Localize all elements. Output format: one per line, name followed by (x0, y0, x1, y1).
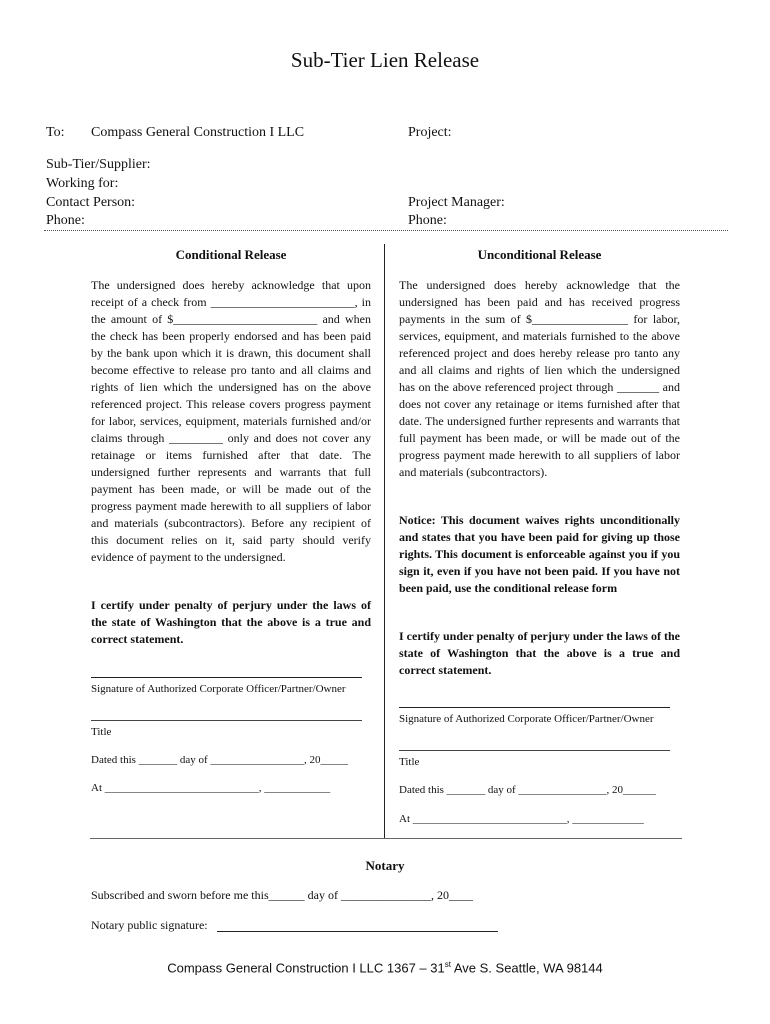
to-value: Compass General Construction I LLC (91, 125, 305, 140)
pm-phone-label: Phone: (408, 213, 447, 228)
unconditional-heading: Unconditional Release (477, 247, 602, 262)
notary-sworn-field[interactable]: Subscribed and sworn before me this______ day of _______________, 20____ (91, 888, 473, 902)
conditional-heading: Conditional Release (175, 247, 287, 262)
unconditional-signature-line[interactable] (399, 707, 670, 708)
unconditional-title-label: Title (399, 756, 420, 768)
conditional-at-field[interactable]: At ____________________________, ____________ (91, 782, 331, 794)
conditional-signature-label: Signature of Authorized Corporate Officer/Partner/Owner (91, 683, 346, 695)
unconditional-signature-label: Signature of Authorized Corporate Officer/Partner/Owner (399, 713, 654, 725)
project-label: Project: (408, 125, 452, 140)
working-for-label: Working for: (46, 176, 119, 191)
conditional-signature-line[interactable] (91, 677, 362, 678)
footer-ordinal-suffix: st (444, 960, 451, 969)
footer-address-prefix: Compass General Construction I LLC 1367 – 31 (167, 960, 445, 976)
unconditional-body: The undersigned does hereby acknowledge that the undersigned has been paid and has received progress payments in the sum of $________________ for labor, services, equipment, and materials furnished to the above referenced project and does hereby release pro tanto any and all claims and rights of lien which the undersigned has on the above referenced project through _______ and does not cover any retainage or items furnished after that date. The undersigned further represents and warrants that full payment has been made, or will be made out of the progress payment made herewith to all suppliers of labor and materials (subcontractors). (399, 278, 680, 479)
conditional-title-label: Title (91, 726, 112, 738)
conditional-title-line[interactable] (91, 720, 362, 721)
unconditional-title-line[interactable] (399, 750, 670, 751)
footer-address-suffix: Ave S. Seattle, WA 98144 (450, 960, 603, 976)
header-divider (44, 230, 728, 231)
phone-label: Phone: (46, 213, 85, 228)
subtier-label: Sub-Tier/Supplier: (46, 157, 151, 172)
footer-address (0, 960, 770, 975)
notary-signature-label: Notary public signature: (91, 918, 208, 932)
unconditional-certify: I certify under penalty of perjury under the laws of the state of Washington that the above is a true and correct statement. (399, 629, 680, 677)
conditional-certify: I certify under penalty of perjury under the laws of the state of Washington that the above is a true and correct statement. (91, 598, 371, 646)
to-label: To: (46, 125, 65, 140)
column-divider (384, 244, 385, 839)
conditional-body: The undersigned does hereby acknowledge that upon receipt of a check from ________________________, in the amount of $________________________ and when the check has been properly endorsed and has been paid by the bank upon which it is drawn, this document shall become effective to release pro tanto and all claims and rights of lien which the undersigned has on the above referenced project. This release covers progress payment for labor, services, equipment, materials furnished and/or claims through _________ only and does not cover any retainage or items furnished after that date. The undersigned further represents and warrants that full payment has been made, or will be made out of the progress payment made herewith to all suppliers of labor and materials (subcontractors). Before any recipient of this document relies on it, said party should verify evidence of payment to the undersigned. (91, 278, 371, 564)
conditional-dated-field[interactable]: Dated this _______ day of _________________, 20_____ (91, 754, 348, 766)
unconditional-notice: Notice: This document waives rights unconditionally and states that you have been paid for giving up those rights. This document is enforceable against you if you sign it, even if you have not been paid. If you have not been paid, use the conditional release form (399, 513, 680, 595)
project-manager-label: Project Manager: (408, 195, 505, 210)
contact-person-label: Contact Person: (46, 195, 136, 210)
notary-signature-line[interactable] (217, 931, 498, 932)
notary-heading: Notary (365, 858, 405, 873)
page-title: Sub-Tier Lien Release (290, 48, 480, 72)
unconditional-dated-field[interactable]: Dated this _______ day of ________________, 20______ (399, 784, 656, 796)
unconditional-at-field[interactable]: At ____________________________, _____________ (399, 813, 644, 825)
columns-bottom-rule (90, 838, 682, 839)
